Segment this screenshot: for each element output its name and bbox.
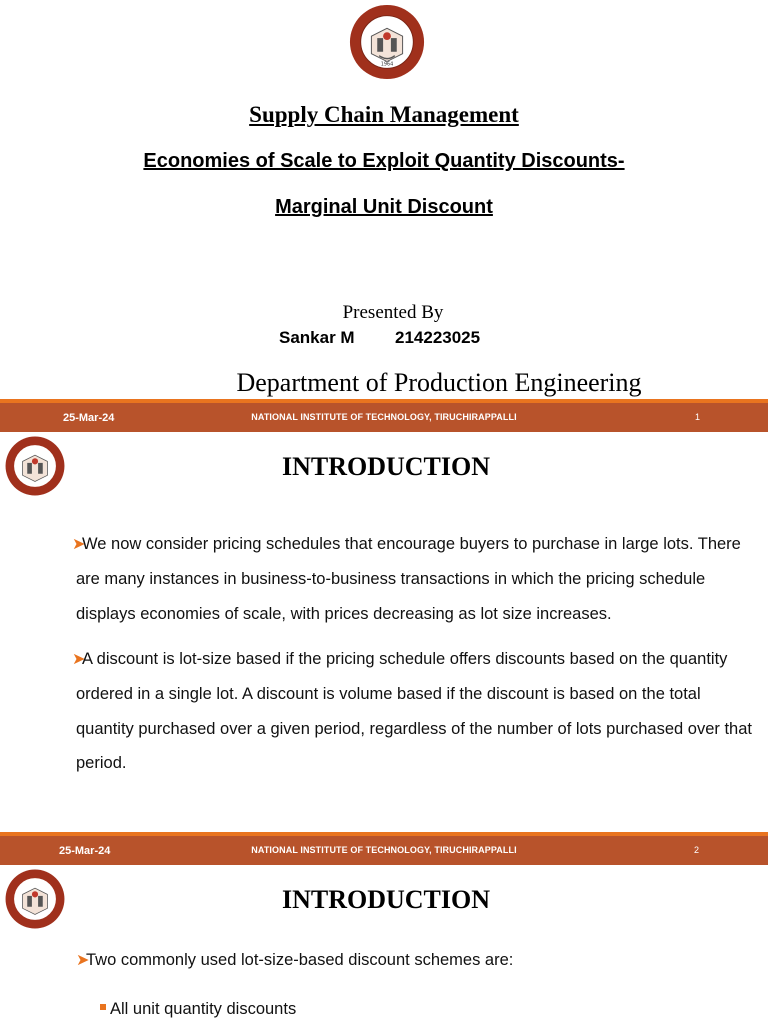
sub-bullet-text: All unit quantity discounts — [110, 1000, 297, 1018]
presenter-name: Sankar M — [279, 328, 355, 347]
square-bullet-icon — [100, 1004, 106, 1010]
arrow-bullet-icon: ➤ — [72, 536, 86, 553]
footer-date: 25-Mar-24 — [59, 845, 111, 857]
slide-footer — [0, 832, 768, 865]
presenter-id: 214223025 — [395, 328, 481, 347]
arrow-bullet-icon: ➤ — [72, 651, 86, 668]
nit-trichy-logo — [348, 2, 426, 82]
bullet-point — [72, 642, 752, 780]
footer-page-number: 1 — [695, 412, 701, 422]
presentation-subtitle-line-1: Economies of Scale to Exploit Quantity Discounts- — [143, 150, 625, 172]
presentation-title: Supply Chain Management — [249, 102, 519, 127]
presented-by-label: Presented By — [342, 302, 444, 323]
bullet-point — [76, 943, 756, 978]
bullet-point — [72, 527, 752, 631]
svg-text:1964: 1964 — [380, 61, 394, 68]
footer-page-number: 2 — [694, 845, 700, 855]
slide-footer — [0, 399, 768, 432]
sub-bullet-point — [100, 1000, 296, 1019]
footer-institute: NATIONAL INSTITUTE OF TECHNOLOGY, TIRUCHIRAPPALLI — [251, 845, 517, 855]
title-slide — [0, 0, 768, 432]
slide-heading: INTRODUCTION — [281, 452, 491, 481]
bullet-text: We now consider pricing schedules that encourage buyers to purchase in large lots. There are many instances in business-to-business transactions in which the pricing schedule displays economies of scale, with prices decreasing as lot size increases. — [76, 535, 741, 623]
slide-heading: INTRODUCTION — [281, 885, 491, 914]
arrow-bullet-icon: ➤ — [76, 952, 90, 969]
introduction-slide-continued — [0, 865, 768, 1024]
department-name: Department of Production Engineering — [236, 368, 642, 397]
footer-institute: NATIONAL INSTITUTE OF TECHNOLOGY, TIRUCHIRAPPALLI — [251, 412, 517, 422]
footer-date: 25-Mar-24 — [63, 412, 115, 424]
presentation-subtitle-line-2: Marginal Unit Discount — [275, 196, 493, 218]
introduction-slide — [0, 432, 768, 865]
bullet-text: A discount is lot-size based if the pricing schedule offers discounts based on the quantity ordered in a single lot. A discount is volume based if the discount is based on the total quantity purchased over a given period, regardless of the number of lots purchased over that period. — [76, 650, 752, 772]
bullet-text: Two commonly used lot-size-based discount schemes are: — [86, 951, 514, 969]
